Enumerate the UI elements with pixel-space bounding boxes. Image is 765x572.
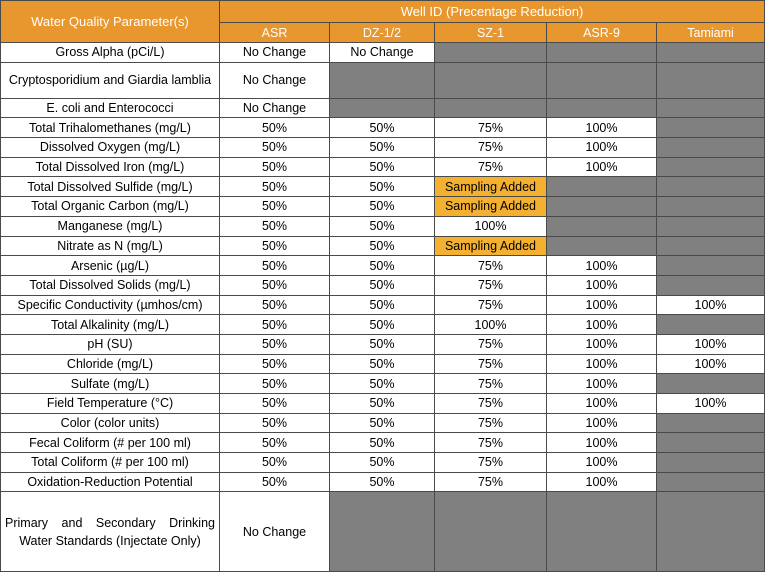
table-row: [1, 43, 765, 63]
value-cell: 50%: [330, 394, 435, 414]
value-cell: 100%: [547, 118, 657, 138]
not-applicable-cell: [657, 433, 765, 453]
not-applicable-cell: [657, 43, 765, 63]
not-applicable-cell: [330, 98, 435, 118]
value-cell: 50%: [220, 197, 330, 217]
column-header-asr: ASR: [220, 23, 330, 43]
not-applicable-cell: [657, 177, 765, 197]
not-applicable-cell: [657, 236, 765, 256]
value-cell: 50%: [220, 374, 330, 394]
value-cell: Sampling Added: [435, 177, 547, 197]
value-cell: 50%: [330, 118, 435, 138]
value-cell: 50%: [220, 433, 330, 453]
value-cell: 50%: [220, 216, 330, 236]
parameter-cell: Gross Alpha (pCi/L): [1, 43, 220, 63]
value-cell: 50%: [220, 334, 330, 354]
value-cell: 100%: [657, 334, 765, 354]
value-cell: No Change: [220, 43, 330, 63]
value-cell: 50%: [330, 138, 435, 158]
parameter-cell: Total Dissolved Solids (mg/L): [1, 275, 220, 295]
table-row: [1, 295, 765, 315]
not-applicable-cell: [547, 236, 657, 256]
not-applicable-cell: [657, 472, 765, 492]
not-applicable-cell: [657, 197, 765, 217]
not-applicable-cell: [330, 62, 435, 98]
value-cell: 50%: [330, 216, 435, 236]
value-cell: 100%: [547, 295, 657, 315]
value-cell: 75%: [435, 256, 547, 276]
value-cell: 50%: [220, 177, 330, 197]
table-row: [1, 98, 765, 118]
table-row: [1, 118, 765, 138]
parameter-cell: Total Coliform (# per 100 ml): [1, 453, 220, 473]
parameter-cell: Dissolved Oxygen (mg/L): [1, 138, 220, 158]
table-row: [1, 472, 765, 492]
not-applicable-cell: [435, 62, 547, 98]
table-row: [1, 157, 765, 177]
not-applicable-cell: [657, 138, 765, 158]
value-cell: 100%: [657, 394, 765, 414]
table-body: [1, 43, 765, 572]
value-cell: Sampling Added: [435, 236, 547, 256]
value-cell: 75%: [435, 118, 547, 138]
value-cell: 100%: [547, 354, 657, 374]
value-cell: 100%: [547, 334, 657, 354]
not-applicable-cell: [435, 43, 547, 63]
value-cell: 75%: [435, 334, 547, 354]
well-id-header: Well ID (Precentage Reduction): [220, 1, 765, 23]
value-cell: 100%: [547, 315, 657, 335]
column-header-sz1: SZ-1: [435, 23, 547, 43]
value-cell: 50%: [220, 118, 330, 138]
value-cell: 50%: [220, 157, 330, 177]
not-applicable-cell: [547, 197, 657, 217]
value-cell: 100%: [547, 275, 657, 295]
parameter-cell: Chloride (mg/L): [1, 354, 220, 374]
value-cell: 75%: [435, 394, 547, 414]
not-applicable-cell: [547, 98, 657, 118]
column-header-tamiami: Tamiami: [657, 23, 765, 43]
value-cell: 50%: [220, 413, 330, 433]
value-cell: 50%: [220, 315, 330, 335]
value-cell: 75%: [435, 433, 547, 453]
table-row: [1, 256, 765, 276]
not-applicable-cell: [547, 43, 657, 63]
value-cell: 75%: [435, 354, 547, 374]
value-cell: No Change: [220, 98, 330, 118]
parameter-cell: Total Dissolved Iron (mg/L): [1, 157, 220, 177]
value-cell: 75%: [435, 413, 547, 433]
parameter-cell: Total Organic Carbon (mg/L): [1, 197, 220, 217]
parameter-cell: Manganese (mg/L): [1, 216, 220, 236]
value-cell: 75%: [435, 275, 547, 295]
column-header-dz: DZ-1/2: [330, 23, 435, 43]
value-cell: 100%: [547, 472, 657, 492]
parameter-cell: Arsenic (µg/L): [1, 256, 220, 276]
table-row: [1, 216, 765, 236]
table-row: [1, 374, 765, 394]
value-cell: 50%: [330, 197, 435, 217]
table-row: [1, 433, 765, 453]
value-cell: 100%: [657, 295, 765, 315]
table-row: [1, 394, 765, 414]
parameter-cell: Nitrate as N (mg/L): [1, 236, 220, 256]
value-cell: 100%: [657, 354, 765, 374]
not-applicable-cell: [657, 413, 765, 433]
value-cell: 50%: [220, 295, 330, 315]
value-cell: 50%: [330, 413, 435, 433]
table-row: [1, 197, 765, 217]
value-cell: 100%: [547, 256, 657, 276]
parameter-header: Water Quality Parameter(s): [1, 1, 220, 43]
value-cell: 100%: [547, 433, 657, 453]
not-applicable-cell: [547, 216, 657, 236]
value-cell: 50%: [220, 453, 330, 473]
value-cell: 50%: [330, 472, 435, 492]
value-cell: 100%: [547, 374, 657, 394]
value-cell: 50%: [330, 177, 435, 197]
value-cell: 100%: [547, 413, 657, 433]
table-row: [1, 354, 765, 374]
value-cell: 50%: [330, 334, 435, 354]
parameter-cell: Primary and Secondary Drinking Water Standards (Injectate Only): [1, 492, 220, 572]
value-cell: 50%: [330, 374, 435, 394]
not-applicable-cell: [657, 374, 765, 394]
column-header-asr9: ASR-9: [547, 23, 657, 43]
value-cell: 100%: [435, 216, 547, 236]
not-applicable-cell: [547, 177, 657, 197]
not-applicable-cell: [657, 275, 765, 295]
value-cell: 100%: [435, 315, 547, 335]
parameter-cell: Color (color units): [1, 413, 220, 433]
table-row: [1, 315, 765, 335]
parameter-cell: Oxidation-Reduction Potential: [1, 472, 220, 492]
table-row: [1, 453, 765, 473]
table-row: [1, 334, 765, 354]
value-cell: 50%: [330, 236, 435, 256]
not-applicable-cell: [657, 157, 765, 177]
value-cell: 50%: [330, 453, 435, 473]
value-cell: 100%: [547, 138, 657, 158]
value-cell: 50%: [330, 315, 435, 335]
parameter-cell: Total Trihalomethanes (mg/L): [1, 118, 220, 138]
value-cell: 75%: [435, 295, 547, 315]
parameter-cell: Cryptosporidium and Giardia lamblia: [1, 62, 220, 98]
value-cell: 50%: [220, 256, 330, 276]
value-cell: No Change: [220, 62, 330, 98]
value-cell: 50%: [220, 275, 330, 295]
value-cell: No Change: [330, 43, 435, 63]
value-cell: 50%: [330, 157, 435, 177]
value-cell: 50%: [330, 256, 435, 276]
value-cell: 50%: [220, 472, 330, 492]
parameter-cell: Total Alkalinity (mg/L): [1, 315, 220, 335]
value-cell: Sampling Added: [435, 197, 547, 217]
parameter-cell: Specific Conductivity (µmhos/cm): [1, 295, 220, 315]
value-cell: 100%: [547, 157, 657, 177]
value-cell: 50%: [220, 138, 330, 158]
value-cell: 50%: [330, 354, 435, 374]
not-applicable-cell: [657, 98, 765, 118]
table-row: [1, 62, 765, 98]
value-cell: 100%: [547, 394, 657, 414]
not-applicable-cell: [547, 62, 657, 98]
table-row: [1, 177, 765, 197]
parameter-cell: E. coli and Enterococci: [1, 98, 220, 118]
parameter-cell: Sulfate (mg/L): [1, 374, 220, 394]
value-cell: 50%: [220, 236, 330, 256]
not-applicable-cell: [657, 315, 765, 335]
value-cell: 50%: [220, 354, 330, 374]
table-row: [1, 138, 765, 158]
table-row: [1, 413, 765, 433]
value-cell: 75%: [435, 472, 547, 492]
value-cell: 75%: [435, 157, 547, 177]
not-applicable-cell: [657, 118, 765, 138]
value-cell: 50%: [330, 295, 435, 315]
parameter-cell: Fecal Coliform (# per 100 ml): [1, 433, 220, 453]
value-cell: 75%: [435, 453, 547, 473]
not-applicable-cell: [657, 453, 765, 473]
parameter-cell: pH (SU): [1, 334, 220, 354]
parameter-cell: Field Temperature (°C): [1, 394, 220, 414]
parameter-cell: Total Dissolved Sulfide (mg/L): [1, 177, 220, 197]
value-cell: 50%: [220, 394, 330, 414]
not-applicable-cell: [657, 62, 765, 98]
value-cell: 50%: [330, 275, 435, 295]
table-row: [1, 275, 765, 295]
not-applicable-cell: [657, 216, 765, 236]
table-row: [1, 236, 765, 256]
value-cell: 100%: [547, 453, 657, 473]
value-cell: 75%: [435, 138, 547, 158]
value-cell: No Change: [220, 492, 330, 572]
not-applicable-cell: [435, 98, 547, 118]
value-cell: 50%: [330, 433, 435, 453]
not-applicable-cell: [657, 256, 765, 276]
value-cell: 75%: [435, 374, 547, 394]
